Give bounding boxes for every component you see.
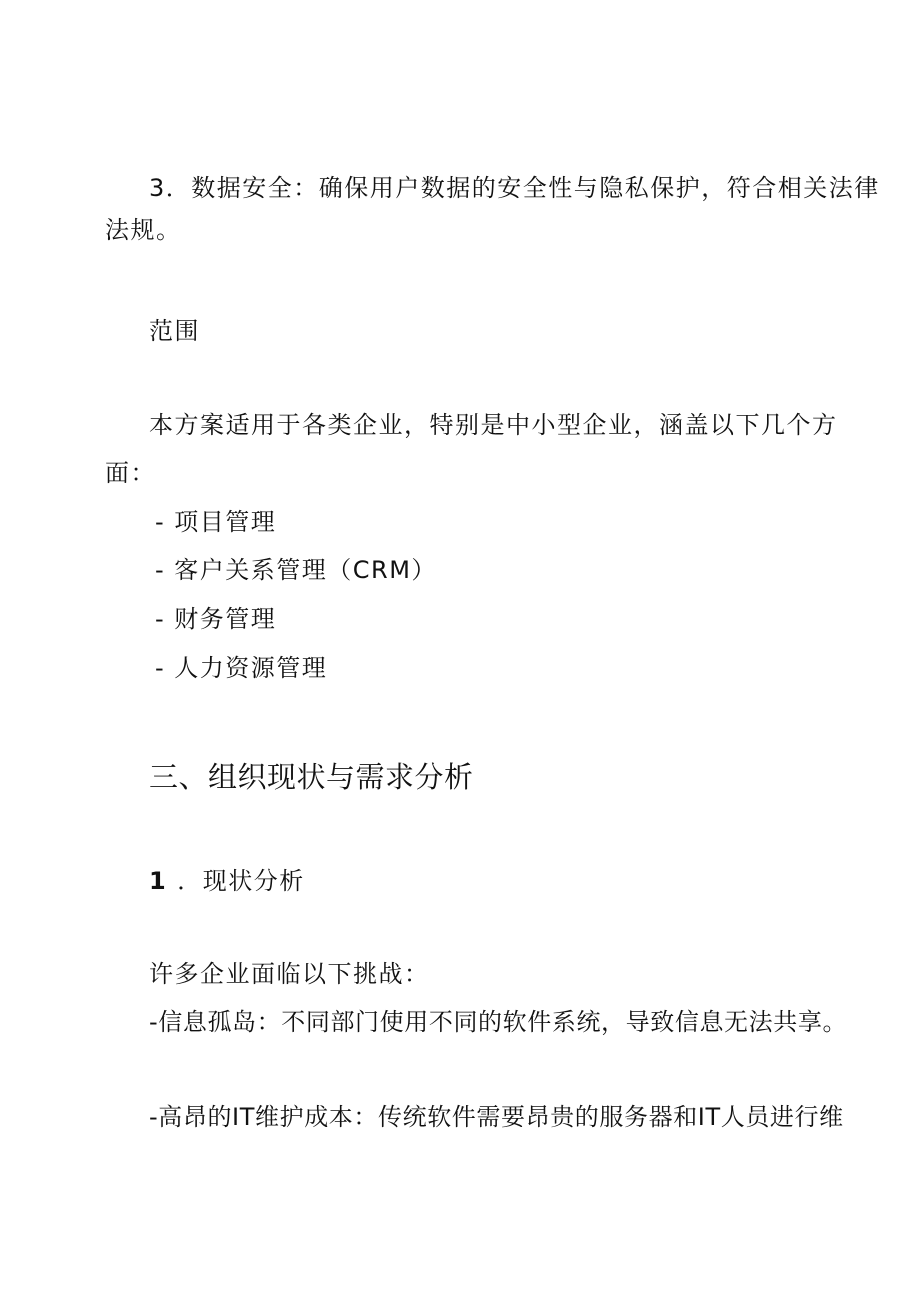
security-paragraph-line-2: 法规。	[105, 216, 182, 244]
scope-intro-line-1: 本方案适用于各类企业，特别是中小型企业，涵盖以下几个方	[149, 411, 838, 439]
challenge-item: -信息孤岛：不同部门使用不同的软件系统，导致信息无法共享。	[149, 1008, 848, 1036]
security-paragraph-line-1: 3．数据安全：确保用户数据的安全性与隐私保护，符合相关法律	[149, 174, 880, 202]
scope-title: 范围	[149, 317, 200, 345]
subsection-title	[149, 865, 305, 897]
scope-list-item: - 人力资源管理	[155, 654, 328, 682]
subsection-number: 1	[149, 867, 168, 895]
scope-list-item: - 客户关系管理（CRM）	[155, 556, 437, 584]
scope-list-item: - 财务管理	[155, 605, 277, 633]
challenge-item: -高昂的IT维护成本：传统软件需要昂贵的服务器和IT人员进行维	[149, 1103, 844, 1131]
challenges-intro: 许多企业面临以下挑战：	[149, 960, 430, 988]
subsection-title-text: ．现状分析	[177, 867, 305, 895]
section-heading: 三、组织现状与需求分析	[149, 760, 474, 794]
scope-list-item: - 项目管理	[155, 508, 277, 536]
scope-intro-line-2: 面：	[105, 459, 156, 487]
